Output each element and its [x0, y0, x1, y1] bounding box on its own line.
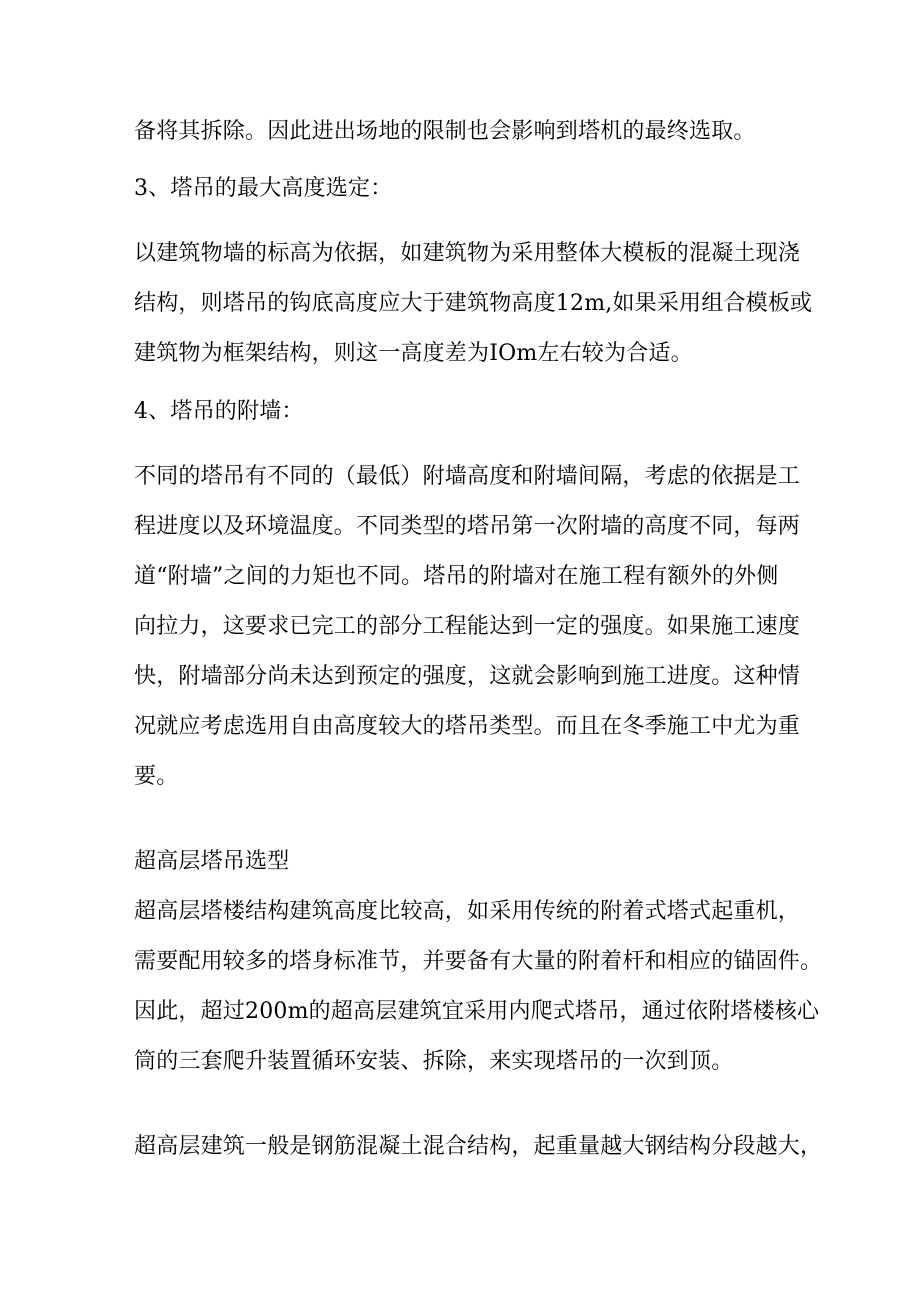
text-line-3: 以建筑物墙的标高为依据，如建筑物为采用整体大模板的混凝土现浇: [134, 241, 801, 266]
text-line-10: 向拉力，这要求已完工的部分工程能达到一定的强度。如果施工速度: [134, 614, 801, 639]
text-line-15: 超高层塔楼结构建筑高度比较高，如采用传统的附着式塔式起重机，: [134, 899, 801, 924]
text-line-1: 备将其拆除。因此进出场地的限制也会影响到塔机的最终选取。: [134, 119, 756, 144]
text-line-4: 结构，则塔吊的钩底高度应大于建筑物高度12m,如果采用组合模板或: [134, 291, 813, 316]
text-line-7: 不同的塔吊有不同的（最低）附墙高度和附墙间隔，考虑的依据是工: [134, 464, 801, 489]
text-line-9: 道“附墙”之间的力矩也不同。塔吊的附墙对在施工程有额外的外侧: [134, 564, 779, 589]
text-line-17: 因此，超过200m的超高层建筑宜采用内爬式塔吊，通过依附塔楼核心: [134, 999, 820, 1024]
section-title-super-high-rise: 超高层塔吊选型: [134, 849, 290, 874]
text-line-19: 超高层建筑一般是钢筋混凝土混合结构，起重量越大钢结构分段越大，: [134, 1134, 823, 1159]
text-line-16: 需要配用较多的塔身标准节，并要备有大量的附着杆和相应的锚固件。: [134, 949, 823, 974]
text-line-11: 快，附墙部分尚未达到预定的强度，这就会影响到施工进度。这种情: [134, 664, 801, 689]
text-line-12: 况就应考虑选用自由高度较大的塔吊类型。而且在冬季施工中尤为重: [134, 714, 801, 739]
heading-wall-attachment: 4、塔吊的附墙：: [134, 399, 304, 424]
text-line-8: 程进度以及环境温度。不同类型的塔吊第一次附墙的高度不同，每两: [134, 514, 801, 539]
text-line-18: 筒的三套爬升装置循环安装、拆除，来实现塔吊的一次到顶。: [134, 1049, 734, 1074]
text-line-5: 建筑物为框架结构，则这一高度差为IOm左右较为合适。: [134, 341, 693, 366]
heading-max-height: 3、塔吊的最大高度选定：: [134, 176, 393, 201]
text-line-13: 要。: [134, 764, 179, 789]
